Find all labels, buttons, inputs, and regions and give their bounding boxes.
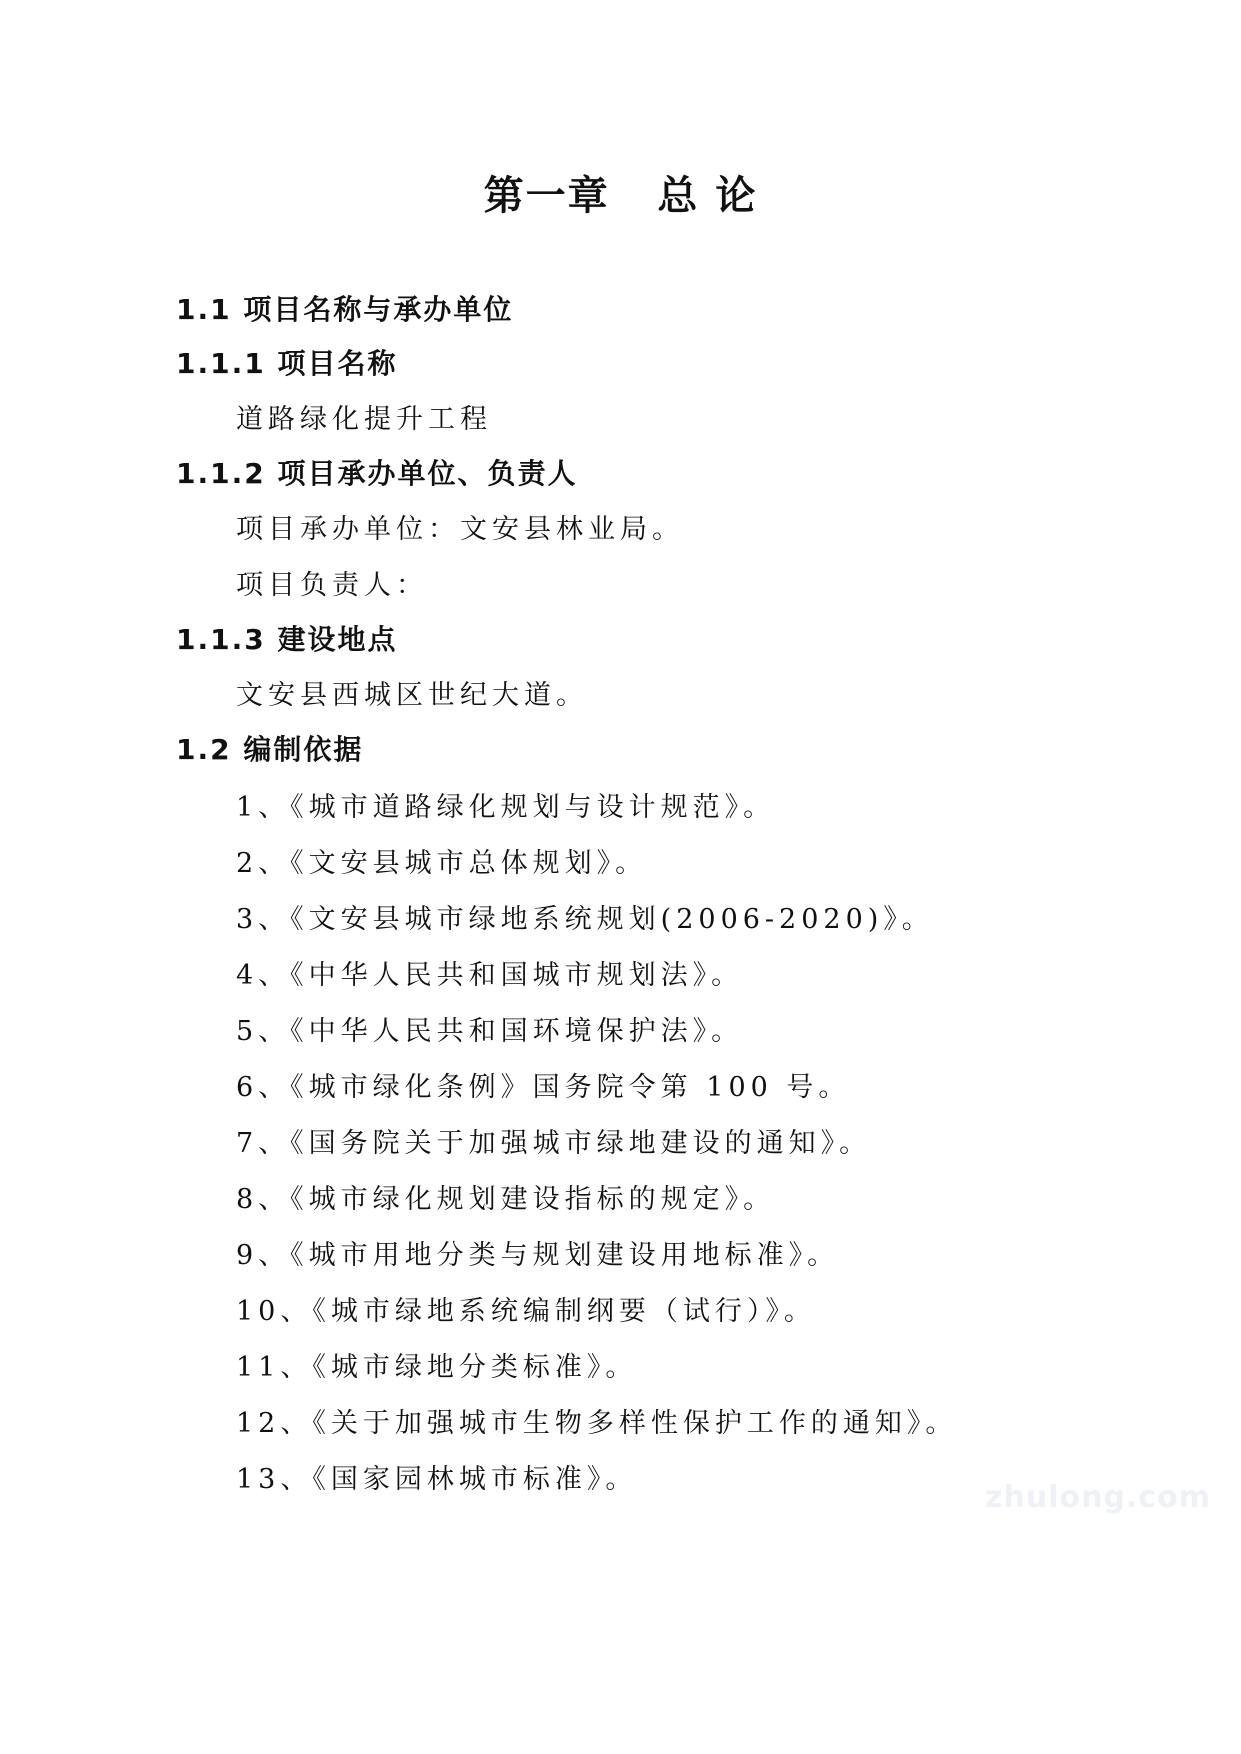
location-text: 文安县西城区世纪大道。 <box>236 680 588 711</box>
undertaker-text: 项目承办单位：文安县林业局。 <box>236 514 684 545</box>
basis-item: 10、《城市绿地系统编制纲要（试行）》。 <box>236 1296 816 1327</box>
basis-item: 3、《文安县城市绿地系统规划(2006-2020)》。 <box>236 904 934 935</box>
section-heading-1-1-2: 1.1.2 项目承办单位、负责人 <box>176 457 578 490</box>
basis-item: 13、《国家园林城市标准》。 <box>236 1464 638 1495</box>
chapter-title: 第一章 总 论 <box>483 173 758 219</box>
basis-item: 7、《国务院关于加强城市绿地建设的通知》。 <box>236 1128 872 1159</box>
project-name-text: 道路绿化提升工程 <box>236 404 492 435</box>
section-heading-1-2: 1.2 编制依据 <box>176 733 364 766</box>
watermark: zhulong.com <box>985 1480 1211 1515</box>
basis-item: 4、《中华人民共和国城市规划法》。 <box>236 960 744 991</box>
basis-item: 6、《城市绿化条例》国务院令第 100 号。 <box>236 1072 851 1103</box>
basis-item: 2、《文安县城市总体规划》。 <box>236 848 648 879</box>
section-heading-1-1-3: 1.1.3 建设地点 <box>176 623 398 656</box>
basis-item: 9、《城市用地分类与规划建设用地标准》。 <box>236 1240 840 1271</box>
basis-item: 12、《关于加强城市生物多样性保护工作的通知》。 <box>236 1408 958 1439</box>
section-heading-1-1: 1.1 项目名称与承办单位 <box>176 293 514 326</box>
section-heading-1-1-1: 1.1.1 项目名称 <box>176 347 398 380</box>
basis-item: 11、《城市绿地分类标准》。 <box>236 1352 638 1383</box>
basis-item: 5、《中华人民共和国环境保护法》。 <box>236 1016 744 1047</box>
basis-item: 1、《城市道路绿化规划与设计规范》。 <box>236 792 776 823</box>
basis-item: 8、《城市绿化规划建设指标的规定》。 <box>236 1184 776 1215</box>
leader-text: 项目负责人： <box>236 570 428 601</box>
